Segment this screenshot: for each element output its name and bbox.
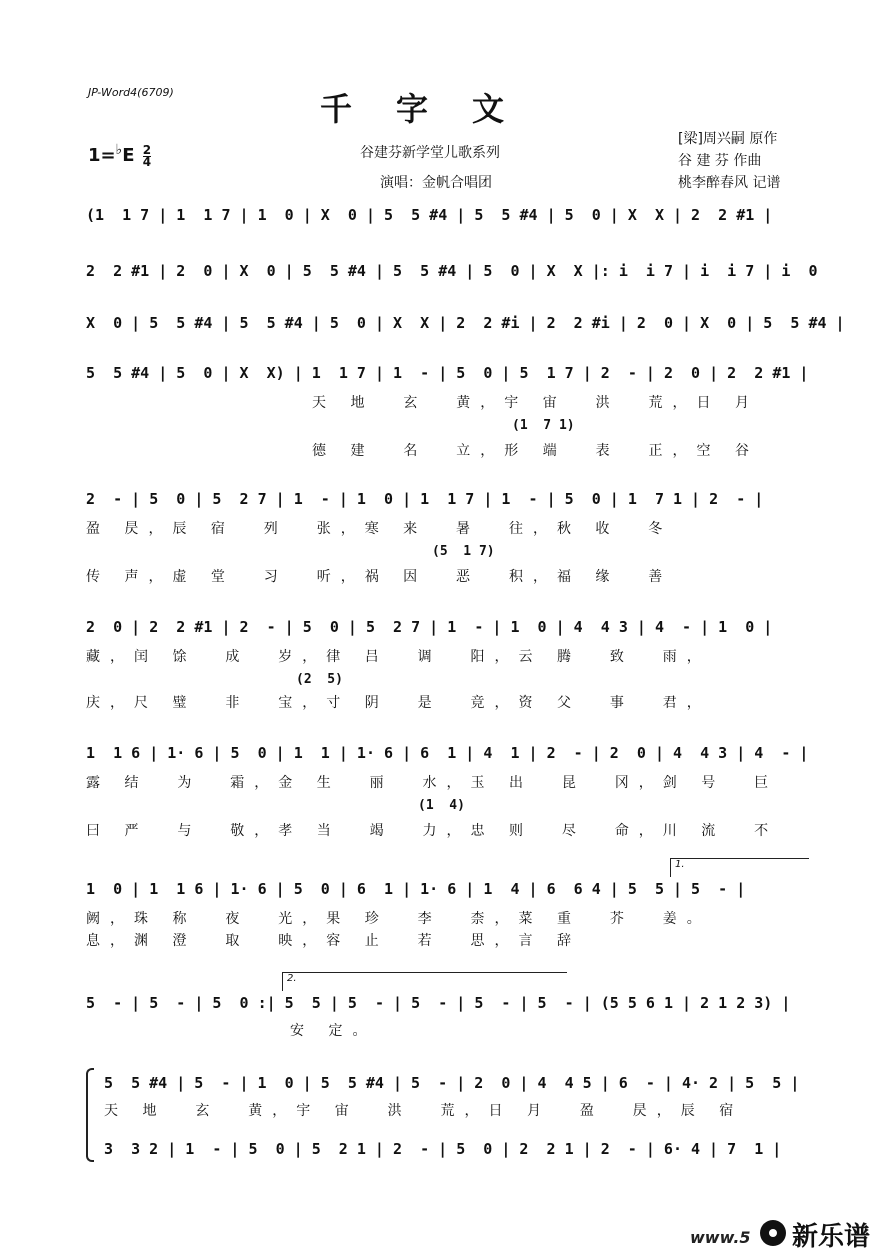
time-top: 2 bbox=[142, 142, 152, 157]
score-line-3: X 0 | 5 5 #4 | 5 5 #4 | 5 0 | X X | 2 2 #i | 2 2 #i | 2 0 | X 0 | 5 5 #4 | bbox=[86, 314, 845, 332]
lyric-line-10: 天 地 玄 黄，宇 宙 洪 荒，日 月 盈 昃，辰 宿 bbox=[104, 1103, 744, 1119]
volta-1: 1. bbox=[670, 858, 809, 877]
key-prefix: 1= bbox=[88, 145, 116, 166]
volta-2: 2. bbox=[282, 972, 567, 991]
score-line-4: 5 5 #4 | 5 0 | X X) | 1 1 7 | 1 - | 5 0 | 5 1 7 | 2 - | 2 0 | 2 2 #1 | bbox=[86, 364, 809, 382]
alt-notes-4: (1 7 1) bbox=[512, 418, 575, 433]
system-brace bbox=[86, 1068, 94, 1162]
alt-notes-7: (1 4) bbox=[418, 798, 465, 813]
score-line-10: 5 5 #4 | 5 - | 1 0 | 5 5 #4 | 5 - | 2 0 | 4 4 5 | 6 - | 4· 2 | 5 5 | bbox=[104, 1074, 800, 1092]
brand-name: 新乐谱 bbox=[792, 1222, 871, 1252]
flat-sign: ♭ bbox=[115, 142, 123, 158]
credit-lyricist: [梁]周兴嗣 原作 bbox=[678, 131, 778, 147]
site-watermark: www.5 bbox=[690, 1228, 751, 1247]
score-line-1: (1 1 7 | 1 1 7 | 1 0 | X 0 | 5 5 #4 | 5 5 #4 | 5 0 | X X | 2 2 #1 | bbox=[86, 206, 773, 224]
score-line-5: 2 - | 5 0 | 5 2 7 | 1 - | 1 0 | 1 1 7 | 1 - | 5 0 | 1 7 1 | 2 - | bbox=[86, 490, 764, 508]
subtitle: 谷建芬新学堂儿歌系列 bbox=[360, 145, 500, 161]
score-line-11: 3 3 2 | 1 - | 5 0 | 5 2 1 | 2 - | 5 0 | 2 2 1 | 2 - | 6· 4 | 7 1 | bbox=[104, 1140, 782, 1158]
logo-icon bbox=[760, 1220, 786, 1246]
score-line-8: 1 0 | 1 1 6 | 1· 6 | 5 0 | 6 1 | 1· 6 | 1 4 | 6 6 4 | 5 5 | 5 - | bbox=[86, 880, 746, 898]
lyric-line-5b: 传 声，虚 堂 习 听，祸 因 恶 积，福 缘 善 bbox=[86, 569, 673, 585]
time-bottom: 4 bbox=[142, 154, 152, 169]
lyric-line-4b: 德 建 名 立，形 端 表 正，空 谷 bbox=[312, 443, 759, 459]
alt-notes-5: (5 1 7) bbox=[432, 544, 495, 559]
score-line-9: 5 - | 5 - | 5 0 :| 5 5 | 5 - | 5 - | 5 - | 5 - | (5 5 6 1 | 2 1 2 3) | bbox=[86, 994, 791, 1012]
lyric-line-7a: 露 结 为 霜，金 生 丽 水，玉 出 昆 冈，剑 号 巨 bbox=[86, 775, 779, 791]
time-signature bbox=[142, 142, 152, 169]
key-signature bbox=[88, 142, 151, 168]
lyric-line-6b: 庆，尺 璧 非 宝，寸 阴 是 竞，资 父 事 君， bbox=[86, 695, 711, 711]
score-line-6: 2 0 | 2 2 #1 | 2 - | 5 0 | 5 2 7 | 1 - | 1 0 | 4 4 3 | 4 - | 1 0 | bbox=[86, 618, 773, 636]
lyric-line-7b: 曰 严 与 敬，孝 当 竭 力，忠 则 尽 命，川 流 不 bbox=[86, 823, 779, 839]
source-label: JP-Word4(6709) bbox=[88, 86, 174, 99]
lyric-line-4a: 天 地 玄 黄，宇 宙 洪 荒，日 月 bbox=[312, 395, 759, 411]
lyric-line-6a: 藏，闰 馀 成 岁，律 吕 调 阳，云 腾 致 雨， bbox=[86, 649, 711, 665]
singer: 演唱：金帆合唱团 bbox=[380, 175, 492, 191]
credit-composer: 谷 建 芬 作曲 bbox=[678, 153, 762, 169]
alt-notes-6: (2 5) bbox=[296, 672, 343, 687]
lyric-line-8b: 息，渊 澄 取 映，容 止 若 思，言 辞 bbox=[86, 933, 581, 949]
lyric-line-9: 安 定。 bbox=[290, 1023, 377, 1039]
lyric-line-5a: 盈 昃，辰 宿 列 张，寒 来 暑 往，秋 收 冬 bbox=[86, 521, 673, 537]
score-line-7: 1 1 6 | 1· 6 | 5 0 | 1 1 | 1· 6 | 6 1 | 4 1 | 2 - | 2 0 | 4 4 3 | 4 - | bbox=[86, 744, 809, 762]
credit-transcriber: 桃李醉春风 记谱 bbox=[678, 175, 781, 191]
page-title: 千字文 bbox=[320, 90, 549, 128]
credits bbox=[678, 128, 780, 194]
lyric-line-8a: 阙，珠 称 夜 光，果 珍 李 柰，菜 重 芥 姜。 bbox=[86, 911, 711, 927]
key-note: E bbox=[122, 145, 135, 166]
score-line-2: 2 2 #1 | 2 0 | X 0 | 5 5 #4 | 5 5 #4 | 5 0 | X X |: i i 7 | i i 7 | i 0 bbox=[86, 262, 818, 280]
